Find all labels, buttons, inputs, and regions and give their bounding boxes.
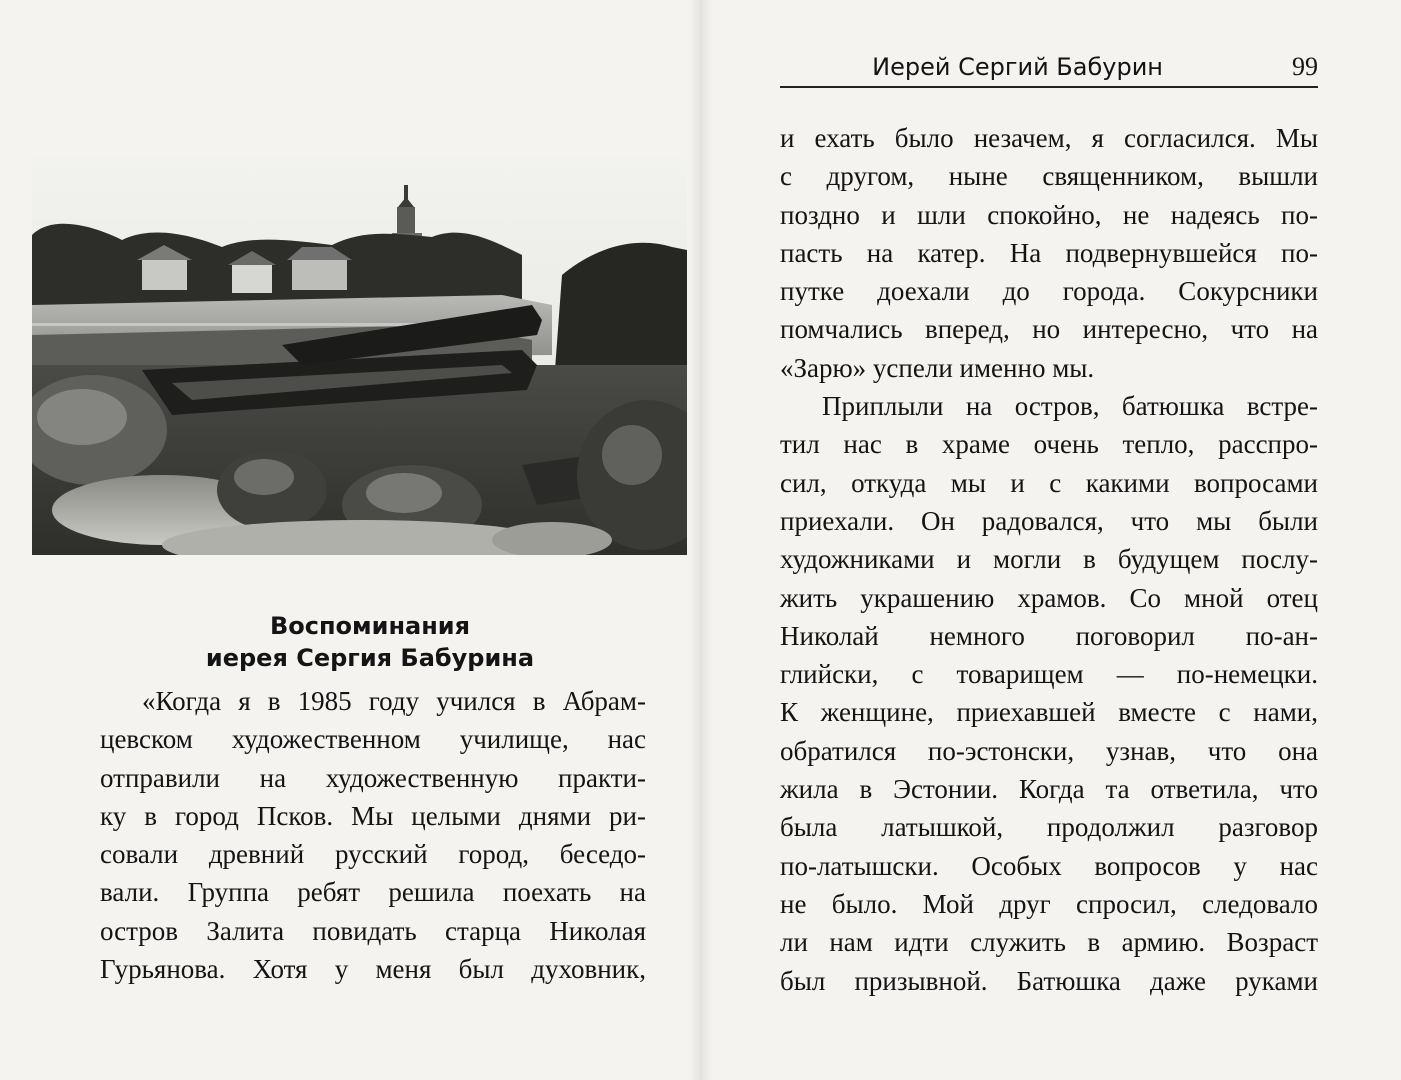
text-line: ку в город Псков. Мы целыми днями ри- (100, 800, 646, 831)
text-line: приехали. Он радовался, что мы были (780, 505, 1318, 536)
section-title-line-2: иерея Сергия Бабурина (205, 644, 535, 672)
section-title-line-1: Воспоминания (269, 612, 471, 640)
island-photo (32, 155, 687, 555)
text-line: художниками и могли в будущем послу- (780, 544, 1318, 575)
text-line: сил, откуда мы и с какими вопросами (780, 467, 1318, 498)
text-line: совали древний русский город, беседо- (100, 839, 646, 870)
text-line: была латышкой, продолжил разговор (780, 812, 1318, 843)
text-line: Приплыли на остров, батюшка встре- (822, 391, 1318, 422)
text-line: отправили на художественную практи- (100, 762, 646, 793)
text-line: вали. Группа ребят решила поехать на (100, 877, 646, 908)
text-line: помчались вперед, но интересно, что на (780, 314, 1318, 345)
text-line: глийски, с товарищем — по-немецки. (780, 659, 1318, 690)
right-text-column (780, 119, 1318, 1000)
section-title (30, 610, 710, 674)
text-line: жила в Эстонии. Когда та ответила, что (780, 774, 1318, 805)
text-line: «Когда я в 1985 году учился в Абрам- (142, 686, 646, 716)
text-line: обратился по-эстонски, узнав, что она (780, 735, 1318, 766)
page-number: 99 (1292, 52, 1318, 81)
text-line: остров Залита повидать старца Николая (100, 915, 646, 946)
text-line: жить украшению храмов. Со мной отец (780, 582, 1318, 613)
left-text-column (100, 682, 646, 988)
text-line: ли нам идти служить в армию. Возраст (780, 927, 1318, 958)
landscape-photo-icon (32, 155, 687, 555)
text-line: и ехать было незачем, я согласился. Мы (780, 123, 1318, 153)
left-page (0, 0, 700, 1080)
text-line: не было. Мой друг спросил, следовало (780, 888, 1318, 919)
text-line: был призывной. Батюшка даже руками (780, 965, 1318, 996)
text-line: пасть на катер. На подвернувшейся по- (780, 237, 1318, 268)
text-line: К женщине, приехавшей вместе с нами, (780, 697, 1318, 728)
text-line: Гурьянова. Хотя у меня был духовник, (100, 954, 646, 985)
text-line: поздно и шли спокойно, не надеясь по- (780, 199, 1318, 230)
text-line: цевском художественном училище, нас (100, 724, 646, 755)
text-line: «Зарю» успели именно мы. (780, 352, 1095, 383)
running-header-title: Иерей Сергий Бабурин (872, 53, 1163, 81)
text-line: тил нас в храме очень тепло, расспро- (780, 429, 1318, 460)
text-line: Николай немного поговорил по-ан- (780, 620, 1318, 651)
text-line: по-латышски. Особых вопросов у нас (780, 850, 1318, 881)
text-line: путке доехали до города. Сокурсники (780, 276, 1318, 307)
right-page (700, 0, 1401, 1080)
text-line: с другом, ныне священником, вышли (780, 161, 1318, 192)
